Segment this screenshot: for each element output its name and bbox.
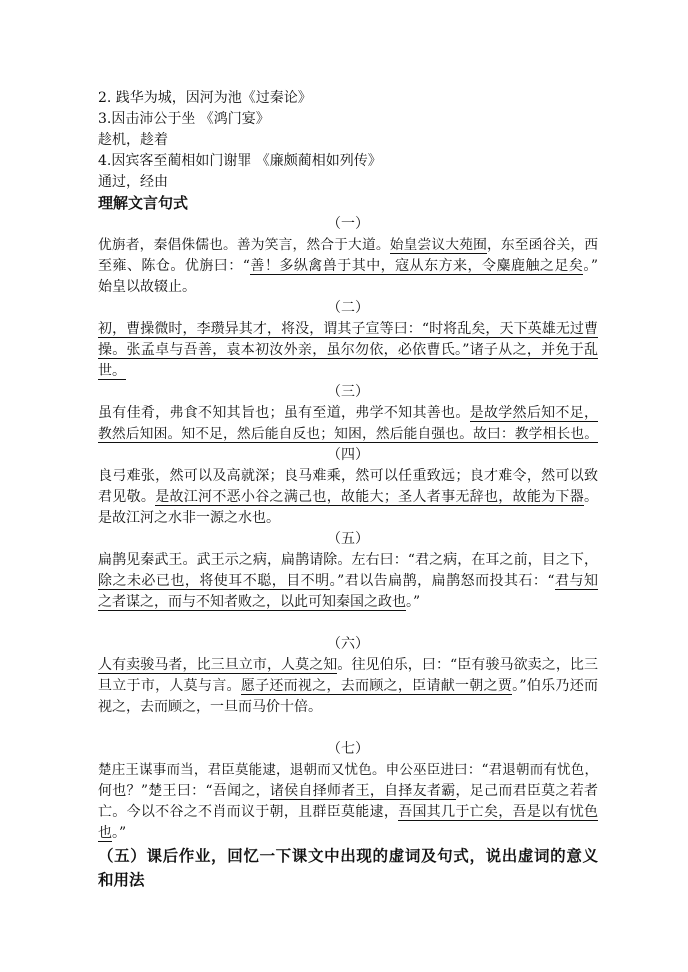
section-heading: 理解文言句式 [98,194,189,212]
passage-1-number: （一） [327,216,369,232]
passage-5-line-3: 之者谋之，而与不知者败之，以此可知秦国之政也。” [98,594,421,610]
passage-5-line-2: 除之未必已也，将使耳不聪，目不明。”君以告扁鹊，扁鹊怒而投其石：“君与知 [98,573,598,589]
passage-2-number: （二） [327,300,369,316]
note-3-meaning: 趁机，趁着 [98,132,168,148]
passage-7-line-4: 也。” [98,825,127,841]
passage-5-number: （五） [327,531,369,547]
passage-3-line-2: 教然后知困。知不足，然后能自反也；知困，然后能自强也。故曰：教学相长也。 [98,426,598,442]
note-4: 4.因宾客至蔺相如门谢罪 《廉颇蔺相如列传》 [98,153,382,169]
passage-7-line-1: 楚庄王谋事而当，君臣莫能逮，退朝而又忧色。申公巫臣进曰：“君退朝而有忧色， [98,762,598,778]
passage-1-line-1: 优旃者，秦倡侏儒也。善为笑言，然合于大道。始皇尝议大苑囿，东至函谷关，西 [98,237,598,253]
passage-4-number: （四） [327,447,369,463]
passage-1-line-2: 至雍、陈仓。优旃曰：“善！多纵禽兽于其中，寇从东方来，令麋鹿触之足矣。” [98,258,598,274]
homework-heading-line-1: （五）课后作业，回忆一下课文中出现的虚词及句式，说出虚词的意义 [98,847,598,865]
passage-6-line-3: 视之，去而顾之，一旦而马价十倍。 [98,699,322,715]
passage-4-line-3: 是故江河之水非一源之水也。 [98,510,280,526]
document-page [98,88,598,892]
passage-7-number: （七） [327,741,369,757]
passage-2-line-2: 操。张孟卓与吾善，袁本初汝外亲，虽尔勿依，必依曹氏。”诸子从之，并免于乱 [98,342,598,358]
passage-6-line-1: 人有卖骏马者，比三旦立市，人莫之知。往见伯乐，曰：“臣有骏马欲卖之，比三 [98,657,599,673]
note-2: 2. 践华为城，因河为池《过秦论》 [98,90,312,106]
passage-2-line-1: 初，曹操微时，李瓒异其才，将没，谓其子宣等曰：“时将乱矣，天下英雄无过曹 [98,321,598,337]
passage-7-line-3: 亡。今以不谷之不肖而议于朝，且群臣莫能逮，吾国其几于亡矣，吾是以有忧色 [98,804,599,820]
note-4-meaning: 通过，经由 [98,174,168,190]
passage-3-line-1: 虽有佳肴，弗食不知其旨也；虽有至道，弗学不知其善也。是故学然后知不足， [98,405,599,421]
passage-7-line-2: 何也？”楚王曰：“吾闻之，诸侯自择师者王，自择友者霸，足己而君臣莫之若者 [98,783,598,799]
passage-6-number: （六） [327,636,369,652]
passage-1-line-3: 始皇以故辍止。 [98,279,196,295]
passage-4-line-1: 良弓难张，然可以及高就深；良马难乘，然可以任重致远；良才难令，然可以致 [98,468,598,484]
passage-5-line-1: 扁鹊见秦武王。武王示之病，扁鹊请除。左右曰：“君之病，在耳之前，目之下， [98,552,598,568]
passage-6-line-2: 旦立于市，人莫与言。愿子还而视之，去而顾之，臣请献一朝之贾。”伯乐乃还而 [98,678,598,694]
passage-2-line-3: 世。 [98,363,126,379]
note-3: 3.因击沛公于坐 《鸿门宴》 [98,111,270,127]
passage-4-line-2: 君见敬。是故江河不恶小谷之满己也，故能大；圣人者事无辞也，故能为下器。 [98,489,599,505]
passage-3-number: （三） [327,384,369,400]
homework-heading-line-2: 和用法 [98,871,145,889]
